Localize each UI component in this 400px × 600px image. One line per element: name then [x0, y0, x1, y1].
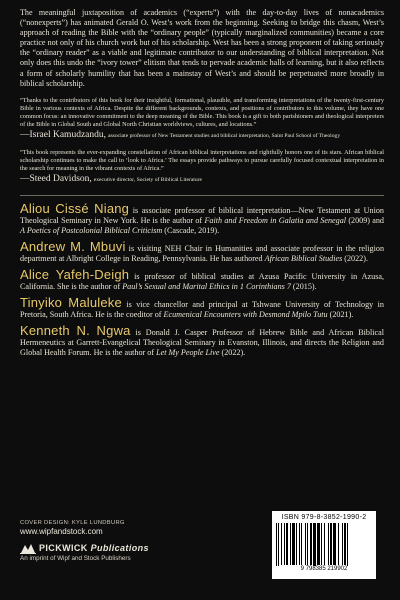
editor-bio [20, 294, 384, 320]
bio-text: (Cascade, 2019). [162, 225, 220, 235]
book-title: Let My People Live [156, 347, 220, 357]
book-title: Faith and Freedom in Galatia and Senegal [204, 215, 347, 225]
endorsement-text: “Thanks to the contributors of this book for their insightful, formational, plausible, and transforming interpretations of the twenty-first-century Bible in various contexts of Africa. Despite the different backgrounds, contexts, and positions of contributors to this volume, they have one common focus: an innovative commitment to the deep meaning of the Bible. This book is a gift to both parishioners and theological interpreters of the Bible in Global South and Global North Christian worldviews, cultures, and locations.” [20, 96, 384, 128]
editor-bio [20, 200, 384, 236]
bio-text: is professor of biblical studies at Azusa Pacific University in Azusa, California. She is the author of [20, 271, 384, 291]
pickwick-logo-icon [20, 542, 36, 554]
editor-bio [20, 322, 384, 358]
publisher-name-part: PICKWICK [39, 543, 91, 553]
publisher-url[interactable]: www.wipfandstock.com [20, 527, 103, 536]
book-title: Paul’s Sexual and Marital Ethics in 1 Corinthians 7 [122, 281, 291, 291]
bio-text: (2009) and [346, 215, 384, 225]
editor-name: Tinyiko Maluleke [20, 294, 122, 310]
book-title: A Poetics of Postcolonial Biblical Criticism [20, 225, 163, 235]
endorser-name: —Steed Davidson, [20, 173, 92, 184]
editor-name: Aliou Cissé Niang [20, 200, 130, 216]
endorsement-attribution [20, 174, 384, 185]
book-description: The meaningful juxtaposition of academics (“experts”) with the day-to-day lives of nonacademics (“nonexperts”) has animated Gerald O. West’s work from the beginning. Seeking to bridge this chasm, West’s approach of reading the Bible with the “ordinary people” (typically marginalized communities) became a core practice not only of his church work but of his scholarship. West has been a strong proponent of taking seriously the “ordinary reader” as a viable and legitimate contributor to our understanding of biblical interpretation. Not only does this undo the “ivory tower” elitism that tends to pervade academic halls of learning, but it also reflects a form of scholarly humility that has been a mainstay of West’s and should be perpetuated more broadly in biblical scholarship. [20, 8, 384, 88]
endorser-name: —Israel Kamudzandu, [20, 129, 106, 140]
barcode-bars [276, 523, 372, 571]
isbn-number: ISBN 979-8-3852-1990-2 [281, 514, 367, 521]
editor-name: Kenneth N. Ngwa [20, 322, 131, 338]
endorsement-attribution [20, 130, 384, 141]
editor-name: Alice Yafeh-Deigh [20, 266, 130, 282]
cover-design-credit: COVER DESIGN: KYLE LUNDBURG [20, 520, 125, 526]
bio-text: is vice chancellor and principal at Tshwane University of Technology in Pretoria, South Africa. He is the coeditor of [20, 299, 384, 319]
section-divider [20, 195, 384, 196]
endorsement-2 [20, 149, 384, 185]
editor-name: Andrew M. Mbuvi [20, 238, 126, 254]
endorser-role: executive director, Society of Biblical Literature [93, 176, 202, 183]
isbn-barcode [272, 511, 376, 579]
publisher-name-part: Publications [90, 543, 149, 553]
bio-text: is Donald J. Casper Professor of Hebrew Bible and African Biblical Hermeneutics at Garrett-Evangelical Theological Seminary in Evanston, Illinois, and directs the Religion and Global Health Forum. He is the author of [20, 327, 384, 357]
imprint-line: An imprint of Wipf and Stock Publishers [20, 555, 131, 562]
bio-text: is visiting NEH Chair in Humanities and associate professor in the religion department at Albright College in Reading, Pennsylvania. He has authored [20, 243, 385, 263]
editor-bio [20, 238, 385, 264]
endorser-role: associate professor of New Testament studies and biblical interpretation, Saint Paul School of Theology [108, 132, 341, 139]
bio-text: (2015). [290, 281, 317, 291]
book-title: African Biblical Studies [264, 253, 343, 263]
editor-bio [20, 266, 384, 292]
endorsement-text: “This book represents the ever-expanding constellation of African biblical interpretations and rightfully honors one of its stars. African biblical scholarship continues to make the call to ‘look to Africa.’ The essays provide pathways to pursue carefully focused contextual interpretation in the search for meaning in the vibrant contexts of Africa.” [20, 148, 384, 172]
bio-text: (2021). [327, 309, 354, 319]
bio-text: (2022). [342, 253, 368, 263]
publisher-name [39, 543, 149, 553]
book-title: Ecumenical Encounters with Desmond Mpilo Tutu [163, 309, 328, 319]
bio-text: is associate professor of biblical interpretation—New Testament at Union Theological Seminary in New York. He is the author of [20, 205, 384, 225]
endorsement-1 [20, 97, 384, 141]
bio-text: (2022). [219, 347, 246, 357]
barcode-digits: 9 798385 219902 [276, 566, 372, 572]
